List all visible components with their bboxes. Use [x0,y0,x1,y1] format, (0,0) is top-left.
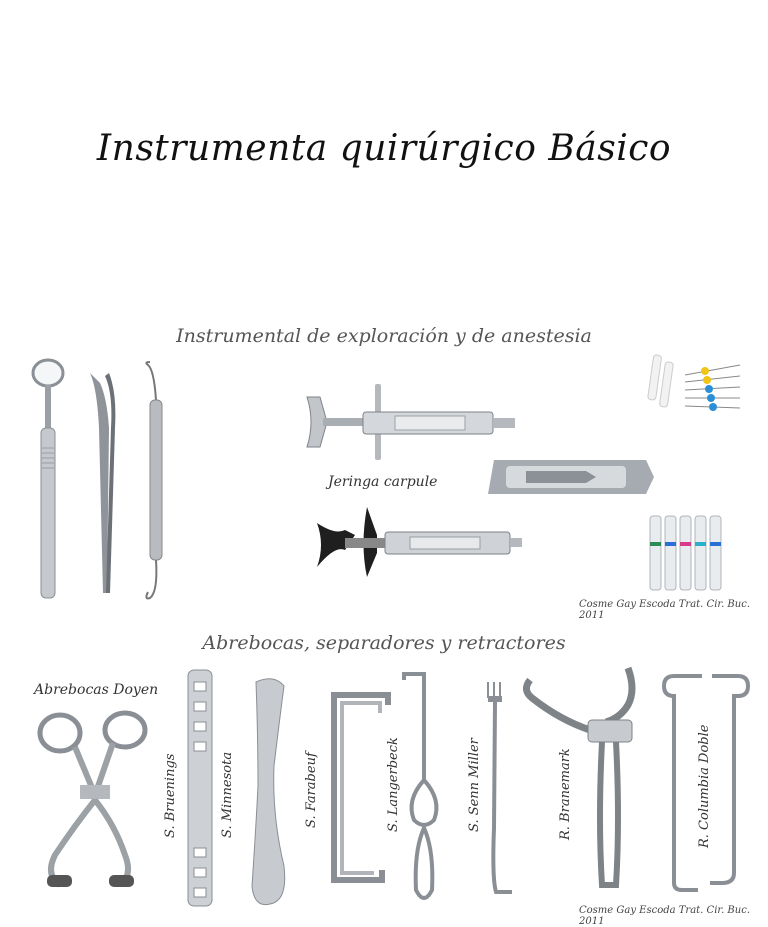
label-branemark: R. Branemark [558,748,573,840]
label-abrebocas-doyen: Abrebocas Doyen [34,682,159,698]
carpule-syringe-black-image [315,505,525,580]
langerbeck-retractor-image [400,670,450,908]
label-jeringa-carpule: Jeringa carpule [328,474,438,490]
dental-mirror-image [28,358,68,603]
label-farabeuf: S. Farabeuf [304,752,319,828]
dental-explorer-image [138,360,174,605]
bruenings-retractor-image [186,668,214,908]
credit-bottom: Cosme Gay Escoda Trat. Cir. Buc. 2011 [579,905,751,927]
label-columbia-doble: R. Columbia Doble [697,724,712,848]
senn-miller-retractor-image [482,678,518,900]
doyen-mouth-gag-image [35,705,150,895]
dental-tweezers-image [85,368,120,603]
credit-top: Cosme Gay Escoda Trat. Cir. Buc. 2011 [579,599,751,621]
label-senn-miller: S. Senn Miller [467,738,482,832]
minnesota-retractor-image [244,676,290,908]
label-bruenings: S. Bruenings [163,753,178,838]
label-minnesota: S. Minnesota [220,751,235,838]
farabeuf-retractor-image [322,685,392,890]
anesthetic-cartridges-image [648,514,728,592]
section-title-retractors: Abrebocas, separadores y retractores [202,632,566,654]
section-title-exploration: Instrumental de exploración y de anestesia [176,325,592,347]
branemark-retractor-image [520,660,638,900]
syringe-barrel-closeup-image [486,458,656,496]
carpule-syringe-image [305,382,520,462]
dental-needles-image [645,350,745,425]
page-title: Instrumenta quirúrgico Básico [96,128,672,169]
label-langerbeck: S. Langerbeck [386,737,401,832]
